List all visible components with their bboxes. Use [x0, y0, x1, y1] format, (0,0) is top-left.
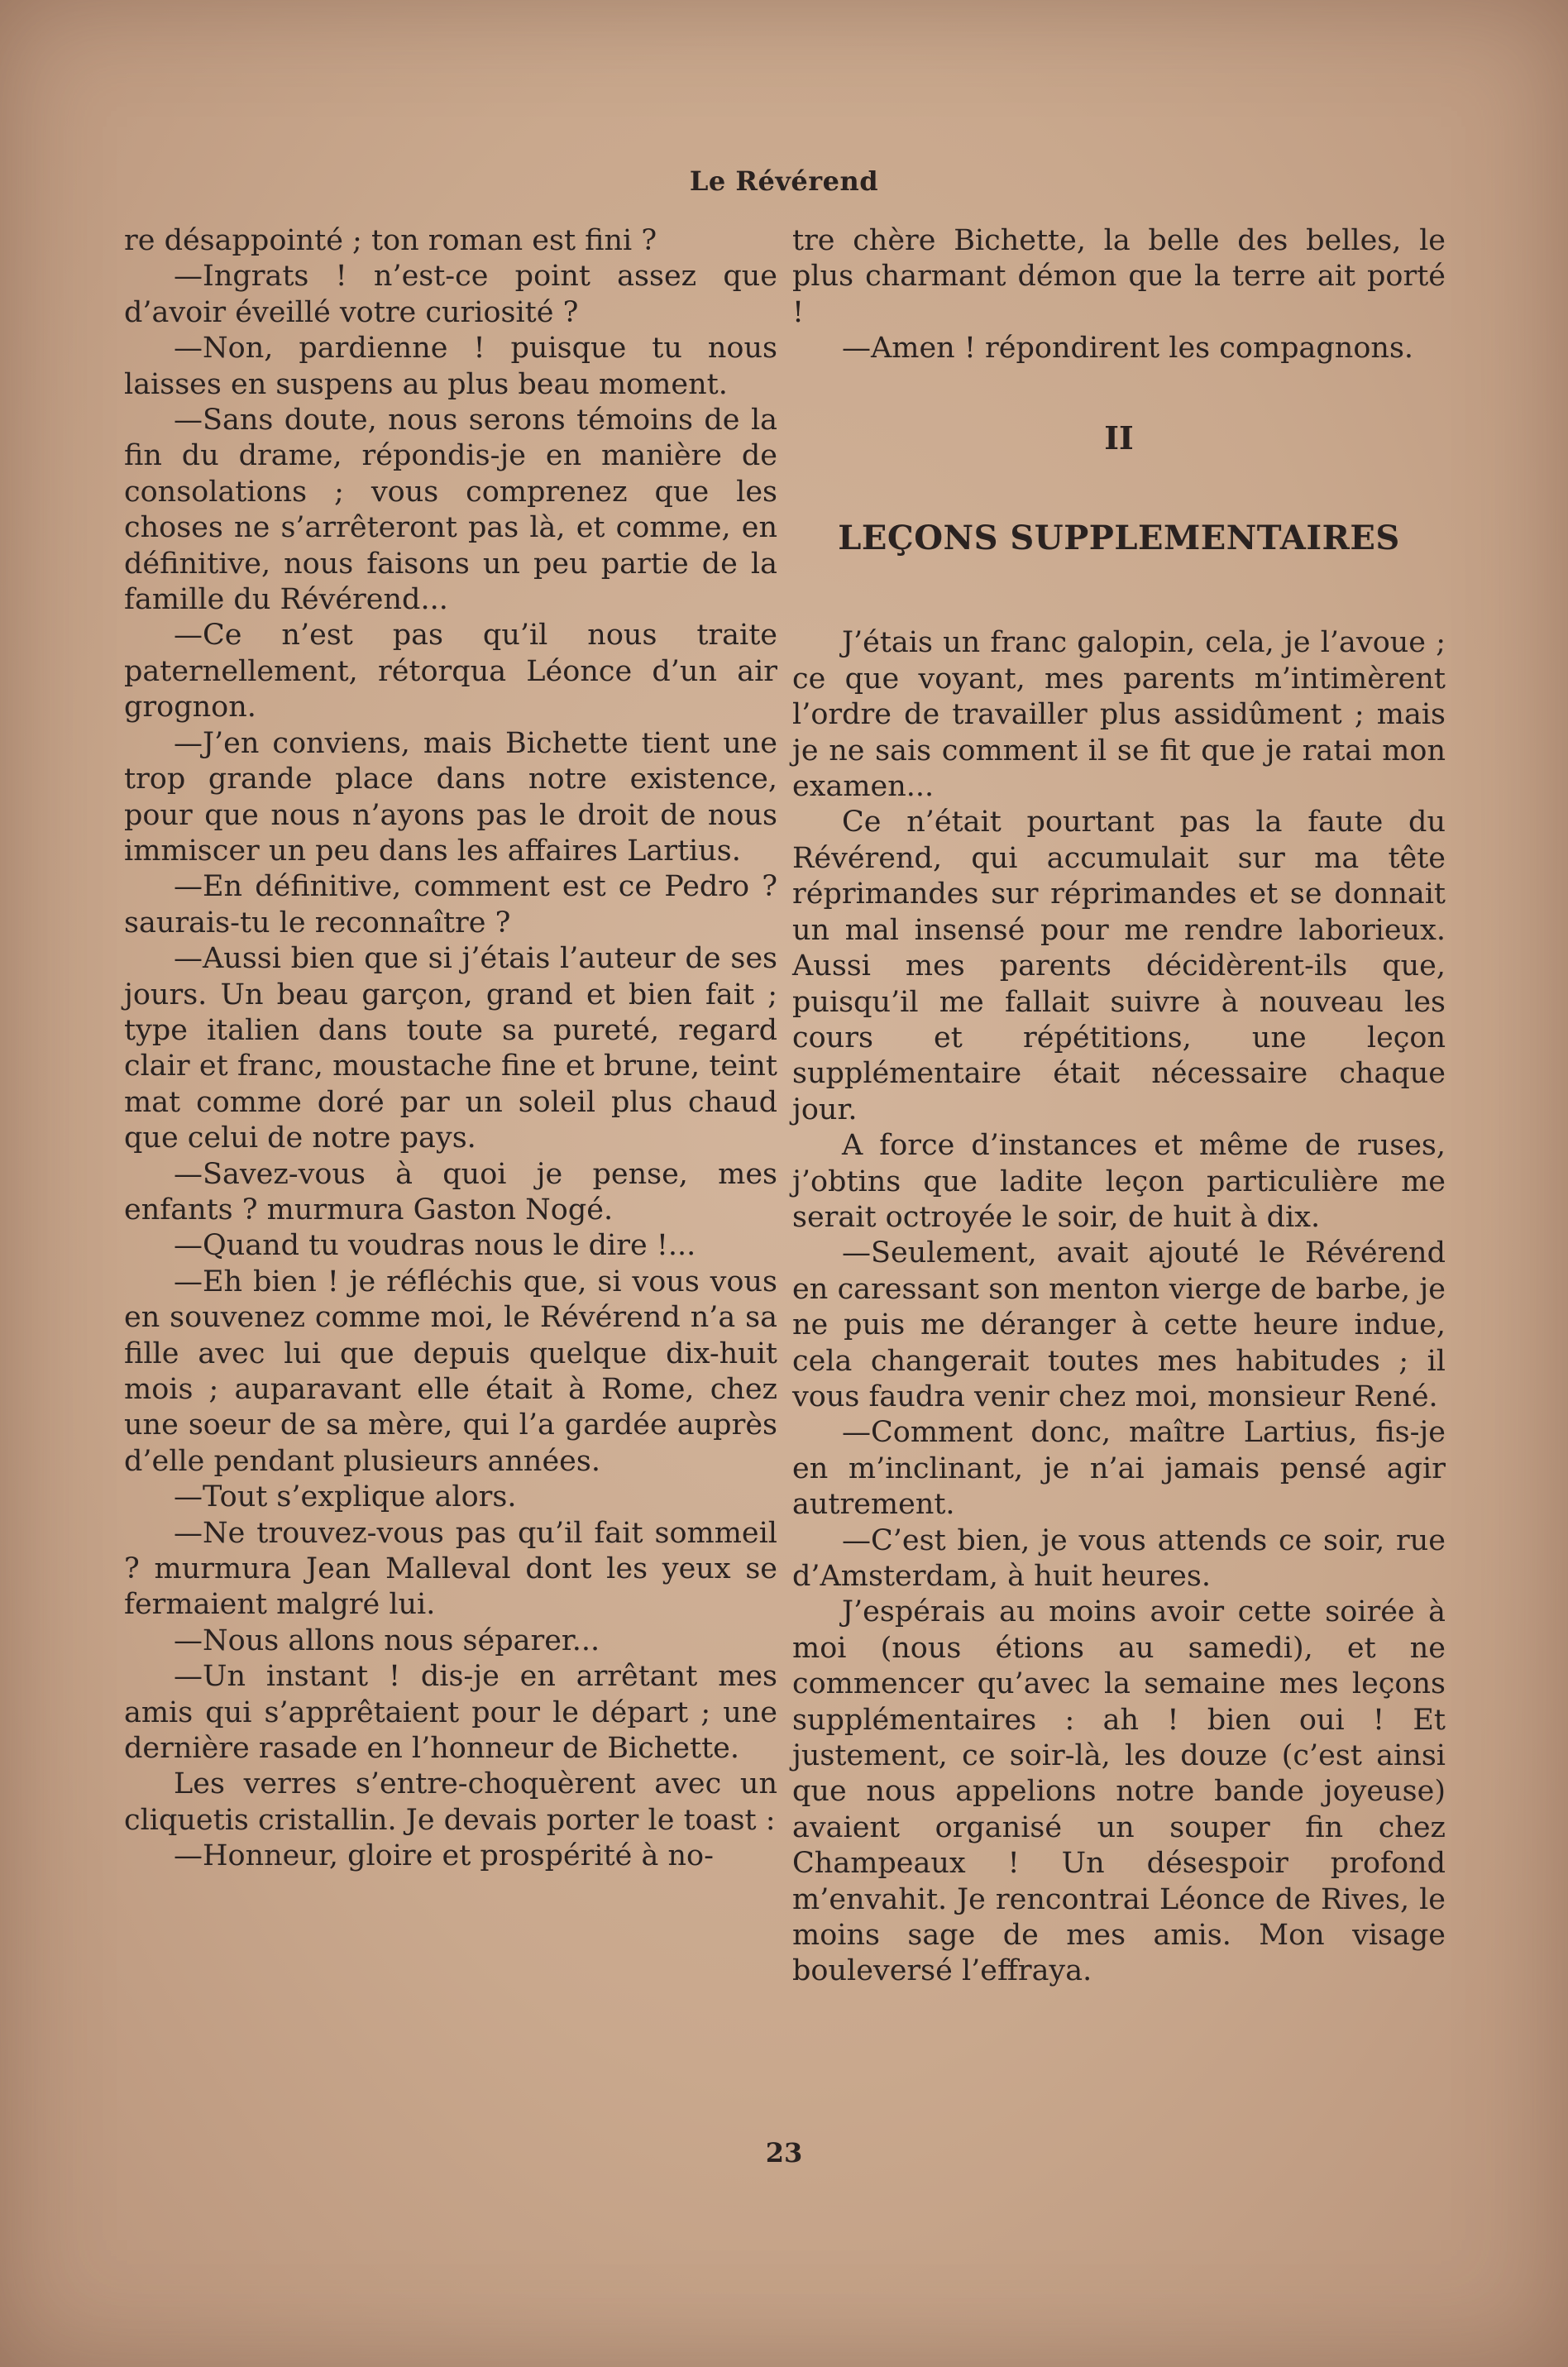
paragraph: —Non, pardienne ! puisque tu nous laisses en suspens au plus beau moment. [124, 332, 777, 401]
chapter-number: II [1104, 418, 1134, 457]
paragraph: Ce n’était pourtant pas la faute du Révérend, qui accumulait sur ma tête réprimandes sur réprimandes et se donnait un mal insensé pour me rendre laborieux. Aussi mes parents décidèrent-ils que, puisqu’il me fallait suivre à nouveau les cours et répétitions, une leçon supplémentaire était nécessaire chaque jour. [792, 806, 1446, 1126]
paragraph: J’espérais au moins avoir cette soirée à moi (nous étions au samedi), et ne commencer qu’avec la semaine mes leçons supplémentaires : ah ! bien oui ! Et justement, ce soir-là, les douze (c’est ainsi que nous appelions notre bande joyeuse) avaient organisé un souper fin chez Champeaux ! Un désespoir profond m’envahit. Je rencontrai Léonce de Rives, le moins sage de mes amis. Mon visage bouleversé l’effraya. [792, 1595, 1446, 1988]
right-column-bottom [792, 625, 1446, 1989]
paragraph: —Nous allons nous séparer... [174, 1623, 600, 1657]
paragraph: —Amen ! répondirent les compagnons. [842, 332, 1414, 366]
paragraph: —Ne trouvez-vous pas qu’il fait sommeil ? murmura Jean Malleval dont les yeux se fermaient malgré lui. [124, 1516, 777, 1622]
paragraph: —Quand tu voudras nous le dire !... [174, 1229, 696, 1263]
left-column [124, 223, 777, 1875]
paragraph: —Ce n’est pas qu’il nous traite paternellement, rétorqua Léonce d’un air grognon. [124, 619, 777, 724]
right-column-top [792, 223, 1446, 367]
paragraph: A force d’instances et même de ruses, j’obtins que ladite leçon particulière me serait octroyée le soir, de huit à dix. [792, 1129, 1446, 1234]
paragraph: —C’est bien, je vous attends ce soir, rue d’Amsterdam, à huit heures. [792, 1523, 1446, 1593]
paragraph: —Aussi bien que si j’étais l’auteur de ses jours. Un beau garçon, grand et bien fait ; type italien dans toute sa pureté, regard clair et franc, moustache fine et brune, teint mat comme doré par un soleil plus chaud que celui de notre pays. [124, 942, 777, 1155]
paragraph: —Un instant ! dis-je en arrêtant mes amis qui s’apprêtaient pour le départ ; une dernière rasade en l’honneur de Bichette. [124, 1660, 777, 1766]
paragraph: —Seulement, avait ajouté le Révérend en caressant son menton vierge de barbe, je ne puis me déranger à cette heure indue, cela changerait toutes mes habitudes ; il vous faudra venir chez moi, monsieur René. [792, 1236, 1446, 1413]
paragraph: J’étais un franc galopin, cela, je l’avoue ; ce que voyant, mes parents m’intimèrent l’ordre de travailler plus assidûment ; mais je ne sais comment il se fit que je ratai mon examen... [792, 626, 1446, 804]
paragraph: —Sans doute, nous serons témoins de la fin du drame, répondis-je en manière de consolations ; vous comprenez que les choses ne s’arrêteront pas là, et comme, en définitive, nous faisons un peu partie de la famille du Révérend... [124, 404, 777, 617]
paragraph: —Tout s’explique alors. [174, 1480, 517, 1514]
page-number: 23 [765, 2137, 803, 2169]
right-column [792, 223, 1446, 1990]
paragraph: —Honneur, gloire et prospérité à no- [174, 1839, 714, 1873]
paragraph: —J’en conviens, mais Bichette tient une trop grande place dans notre existence, pour que nous n’ayons pas le droit de nous immiscer un peu dans les affaires Lartius. [124, 726, 777, 868]
paragraph: —Eh bien ! je réfléchis que, si vous vous en souvenez comme moi, le Révérend n’a sa fille avec lui que depuis quelque dix-huit mois ; auparavant elle était à Rome, chez une soeur de sa mère, qui l’a gardée auprès d’elle pendant plusieurs années. [124, 1265, 777, 1478]
paragraph: Les verres s’entre-choquèrent avec un cliquetis cristallin. Je devais porter le toast : [124, 1767, 777, 1837]
running-head: Le Révérend [689, 165, 879, 197]
paragraph: —Comment donc, maître Lartius, fis-je en m’inclinant, je n’ai jamais pensé agir autrement. [792, 1416, 1446, 1522]
paragraph: —Ingrats ! n’est-ce point assez que d’avoir éveillé votre curiosité ? [124, 260, 777, 329]
paragraph: —Savez-vous à quoi je pense, mes enfants ? murmura Gaston Nogé. [124, 1157, 777, 1227]
paragraph: re désappointé ; ton roman est fini ? [124, 224, 657, 257]
chapter-title: LEÇONS SUPPLEMENTAIRES [838, 519, 1400, 558]
paragraph: —En définitive, comment est ce Pedro ? saurais-tu le reconnaître ? [124, 870, 777, 940]
paragraph: tre chère Bichette, la belle des belles, le plus charmant démon que la terre ait porté ! [792, 224, 1446, 329]
